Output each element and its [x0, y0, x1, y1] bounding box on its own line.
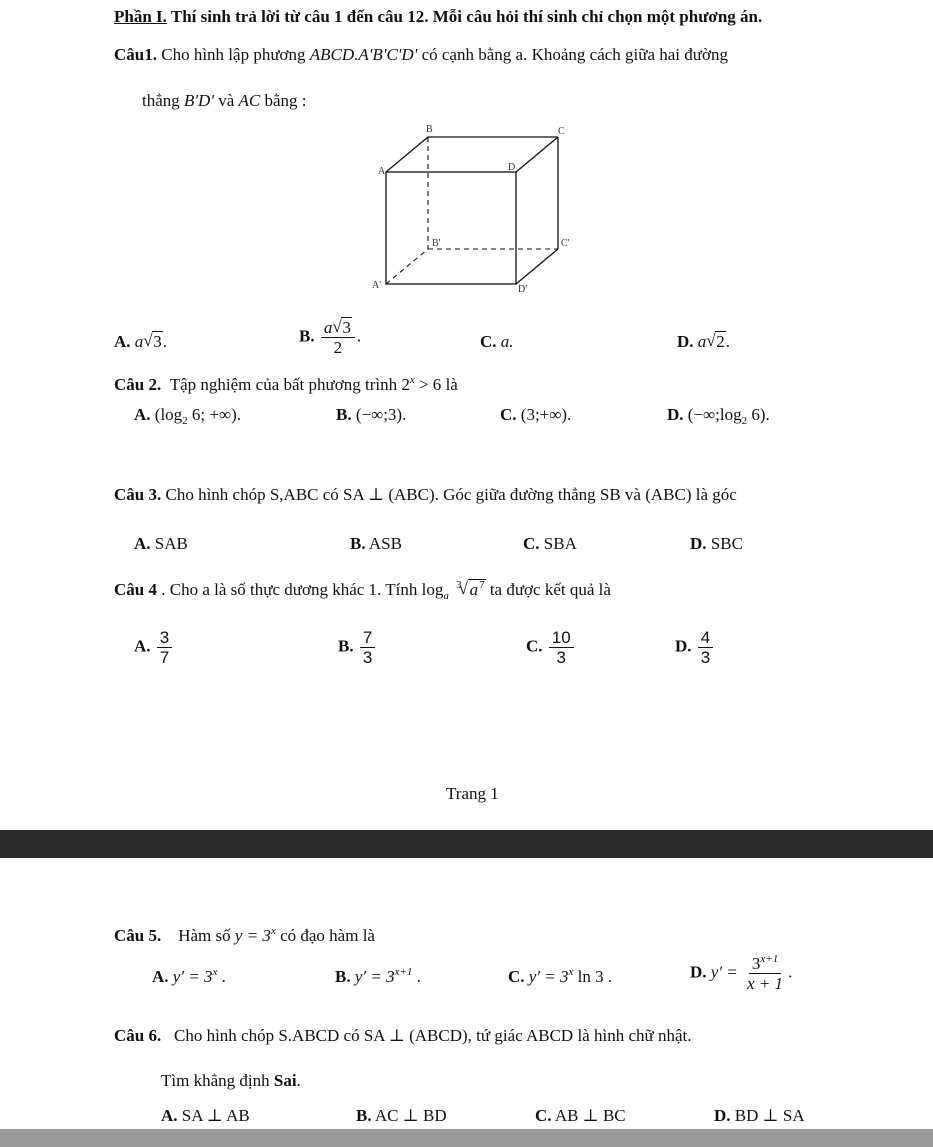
q3-option-c[interactable] [523, 533, 577, 555]
q1-line2-c: bằng : [260, 91, 307, 110]
page-2 [0, 858, 933, 1129]
cube-label-d1: D' [518, 284, 528, 295]
q1-option-a[interactable] [114, 331, 167, 353]
q6-option-a[interactable] [161, 1105, 250, 1127]
section-instruction: Thí sinh trả lời từ câu 1 đến câu 12. Mỗi câu hỏi thí sinh chỉ chọn một phương án. [166, 7, 763, 26]
q4-root-base: a [469, 580, 479, 599]
q3-option-d[interactable] [690, 533, 743, 555]
q1-b-radicand: 3 [342, 318, 351, 337]
option-label: A. [134, 534, 151, 553]
option-label: B. [335, 967, 351, 986]
q2-d-pre: (−∞;log [687, 405, 742, 424]
option-label: B. [338, 636, 354, 656]
viewer-bottom-bar [0, 1129, 933, 1147]
q1-text-b: có cạnh bằng a. Khoảng cách giữa hai đường [417, 45, 728, 64]
q1-line-ac: AC [238, 91, 261, 110]
q6-option-d[interactable] [714, 1105, 805, 1127]
q5-a-post: . [217, 967, 226, 986]
q2-b-value: (−∞;3). [355, 405, 407, 424]
q5-d-num-exp: x+1 [760, 953, 779, 965]
q5-d-pre: y′ = [710, 962, 738, 982]
option-label: D. [714, 1106, 731, 1125]
q2-d-sub: 2 [741, 415, 748, 427]
q6-c-value: AB ⊥ BC [554, 1106, 626, 1125]
q3-label: Câu 3. [114, 485, 162, 504]
q2-exp: x [409, 374, 415, 386]
q3-a-value: SAB [154, 534, 188, 553]
q1-option-d[interactable] [677, 331, 730, 353]
q2-d-post: 6). [747, 405, 770, 424]
q6-prompt [161, 1070, 301, 1092]
q2-option-d[interactable] [667, 404, 770, 426]
cube-front-face [386, 172, 516, 284]
q6-prompt-a: Tìm khẳng định [161, 1071, 274, 1090]
q1-c-value: a. [500, 332, 514, 351]
q4-b-num: 7 [360, 628, 375, 648]
q5-option-d[interactable] [690, 954, 792, 993]
q5-option-b[interactable] [335, 966, 421, 988]
q1-line2 [142, 90, 307, 112]
q4-label: Câu 4 [114, 580, 157, 599]
page-number: Trang 1 [446, 784, 499, 803]
q5-a-pre: y′ = 3 [172, 967, 213, 986]
q1-a-post: . [162, 332, 168, 351]
option-label: A. [152, 967, 169, 986]
q1-cube-name: ABCD.A'B'C'D' [309, 45, 418, 64]
option-label: A. [134, 636, 151, 656]
q5-text-b: có đạo hàm là [275, 926, 375, 945]
cube-edge [386, 137, 428, 172]
option-label: A. [134, 405, 151, 424]
q3-b-value: ASB [368, 534, 402, 553]
q5-d-den: x + 1 [747, 974, 784, 993]
q1-b-den: 2 [333, 338, 343, 357]
q6-option-c[interactable] [535, 1105, 626, 1127]
q5-b-pre: y′ = 3 [354, 967, 395, 986]
q1-line2-a: thẳng [142, 91, 185, 110]
option-label: B. [336, 405, 352, 424]
q1-a-coef: a [134, 332, 144, 351]
q5-b-post: . [412, 967, 421, 986]
q1-d-post: . [725, 332, 731, 351]
q4-log-base: a [443, 590, 449, 602]
q5-d-post: . [788, 962, 793, 982]
q4-a-den: 7 [159, 648, 170, 667]
q5-text-a: Hàm số [178, 926, 235, 945]
q5-a-exp: x [212, 966, 218, 978]
q6-option-b[interactable] [356, 1105, 447, 1127]
q4-option-d[interactable] [675, 628, 715, 667]
cube-label-c1: C' [561, 238, 570, 249]
q1-a-radicand: 3 [153, 332, 162, 351]
q5-function: y = 3 [234, 926, 271, 945]
option-label: C. [523, 534, 540, 553]
q4-b-den: 3 [362, 648, 373, 667]
q5-c-pre: y′ = 3 [528, 967, 569, 986]
option-label: D. [667, 405, 684, 424]
q6-a-value: SA ⊥ AB [181, 1106, 250, 1125]
q4-a-num: 3 [157, 628, 172, 648]
cube-label-a: A [378, 166, 386, 177]
option-label: D. [677, 332, 694, 351]
cube-label-c: C [558, 126, 565, 137]
cube-edge [516, 249, 558, 284]
option-label: B. [299, 326, 315, 346]
q5-function-exp: x [270, 925, 276, 937]
cube-hidden-edge [386, 249, 428, 284]
q4-option-c[interactable] [526, 628, 576, 667]
cube-figure [362, 122, 577, 297]
q1-text: Cho hình lập phương [156, 45, 310, 64]
q4-c-den: 3 [556, 648, 566, 667]
q6-line [114, 1025, 691, 1047]
q1-label: Câu1. [114, 45, 157, 64]
q6-prompt-c: . [296, 1071, 301, 1090]
q3-d-value: SBC [710, 534, 743, 553]
q1-b-post: . [356, 326, 362, 346]
section-part: Phần I. [114, 7, 167, 26]
cube-label-b: B [426, 124, 433, 135]
q2-ineq: > 6 [414, 375, 442, 394]
cube-edge [516, 137, 558, 172]
q4-option-a[interactable] [134, 628, 174, 667]
q1-line-bd: B'D' [184, 91, 214, 110]
q5-b-exp: x+1 [394, 966, 413, 978]
q4-root-exp: 7 [479, 579, 485, 591]
option-label: C. [500, 405, 517, 424]
q1-option-b[interactable] [299, 318, 361, 357]
q1-line1 [114, 44, 728, 66]
option-label: B. [350, 534, 366, 553]
option-label: C. [508, 967, 525, 986]
q3-option-b[interactable] [350, 533, 402, 555]
q2-a-sub: 2 [182, 415, 188, 427]
q4-option-b[interactable] [338, 628, 377, 667]
option-label: D. [690, 534, 707, 553]
q4-d-den: 3 [700, 648, 711, 667]
q4-root-index: 3 [456, 579, 462, 591]
q2-text: Tập nghiệm của bất phương trình [169, 375, 402, 394]
q4-log: log [421, 580, 444, 599]
q1-b-coef: a [323, 318, 333, 337]
q4-text-a: . Cho a là số thực dương khác 1. Tính [156, 580, 422, 599]
q3-line [114, 484, 737, 506]
q5-option-c[interactable] [508, 966, 612, 988]
q2-line [114, 374, 458, 396]
q6-text: Cho hình chóp S.ABCD có SA ⊥ (ABCD), tứ giác ABCD là hình chữ nhật. [173, 1026, 692, 1045]
q1-d-radicand: 2 [716, 332, 725, 351]
option-label: A. [114, 332, 131, 351]
option-label: C. [526, 636, 543, 656]
option-label: D. [690, 962, 707, 982]
option-label: B. [356, 1106, 372, 1125]
q1-d-coef: a [697, 332, 707, 351]
cube-label-b1: B' [432, 238, 441, 249]
option-label: C. [480, 332, 497, 351]
cube-label-a1: A' [372, 280, 382, 291]
q2-label: Câu 2. [114, 375, 162, 394]
q4-line [114, 579, 611, 601]
q6-label: Câu 6. [114, 1026, 162, 1045]
q3-option-a[interactable] [134, 533, 188, 555]
q2-tail: là [441, 375, 458, 394]
q3-text: Cho hình chóp S,ABC có SA ⊥ (ABC). Góc giữa đường thẳng SB và (ABC) là góc [161, 485, 737, 504]
q2-base: 2 [401, 375, 410, 394]
q4-d-num: 4 [698, 628, 713, 648]
q2-option-c[interactable] [500, 404, 571, 426]
q1-line2-b: và [213, 91, 239, 110]
q2-option-b[interactable] [336, 404, 406, 426]
q1-option-c[interactable] [480, 331, 514, 353]
q5-label: Câu 5. [114, 926, 162, 945]
q6-prompt-sai: Sai [273, 1071, 297, 1090]
q6-b-value: AC ⊥ BD [374, 1106, 447, 1125]
cube-label-d: D [508, 162, 516, 173]
q5-option-a[interactable] [152, 966, 226, 988]
q5-c-exp: x [568, 966, 574, 978]
q5-d-num-base: 3 [751, 954, 761, 973]
q4-text-b: ta được kết quả là [485, 580, 611, 599]
q2-option-a[interactable] [134, 404, 241, 426]
section-heading [114, 6, 762, 28]
option-label: A. [161, 1106, 178, 1125]
option-label: C. [535, 1106, 552, 1125]
q2-c-value: (3;+∞). [520, 405, 572, 424]
q5-c-post: ln 3 . [573, 967, 613, 986]
q5-line [114, 925, 375, 947]
q2-a-pre: (log [154, 405, 183, 424]
q4-c-num: 10 [549, 628, 574, 648]
q3-c-value: SBA [543, 534, 577, 553]
q6-d-value: BD ⊥ SA [734, 1106, 805, 1125]
q2-a-post: 6; +∞). [187, 405, 242, 424]
option-label: D. [675, 636, 692, 656]
